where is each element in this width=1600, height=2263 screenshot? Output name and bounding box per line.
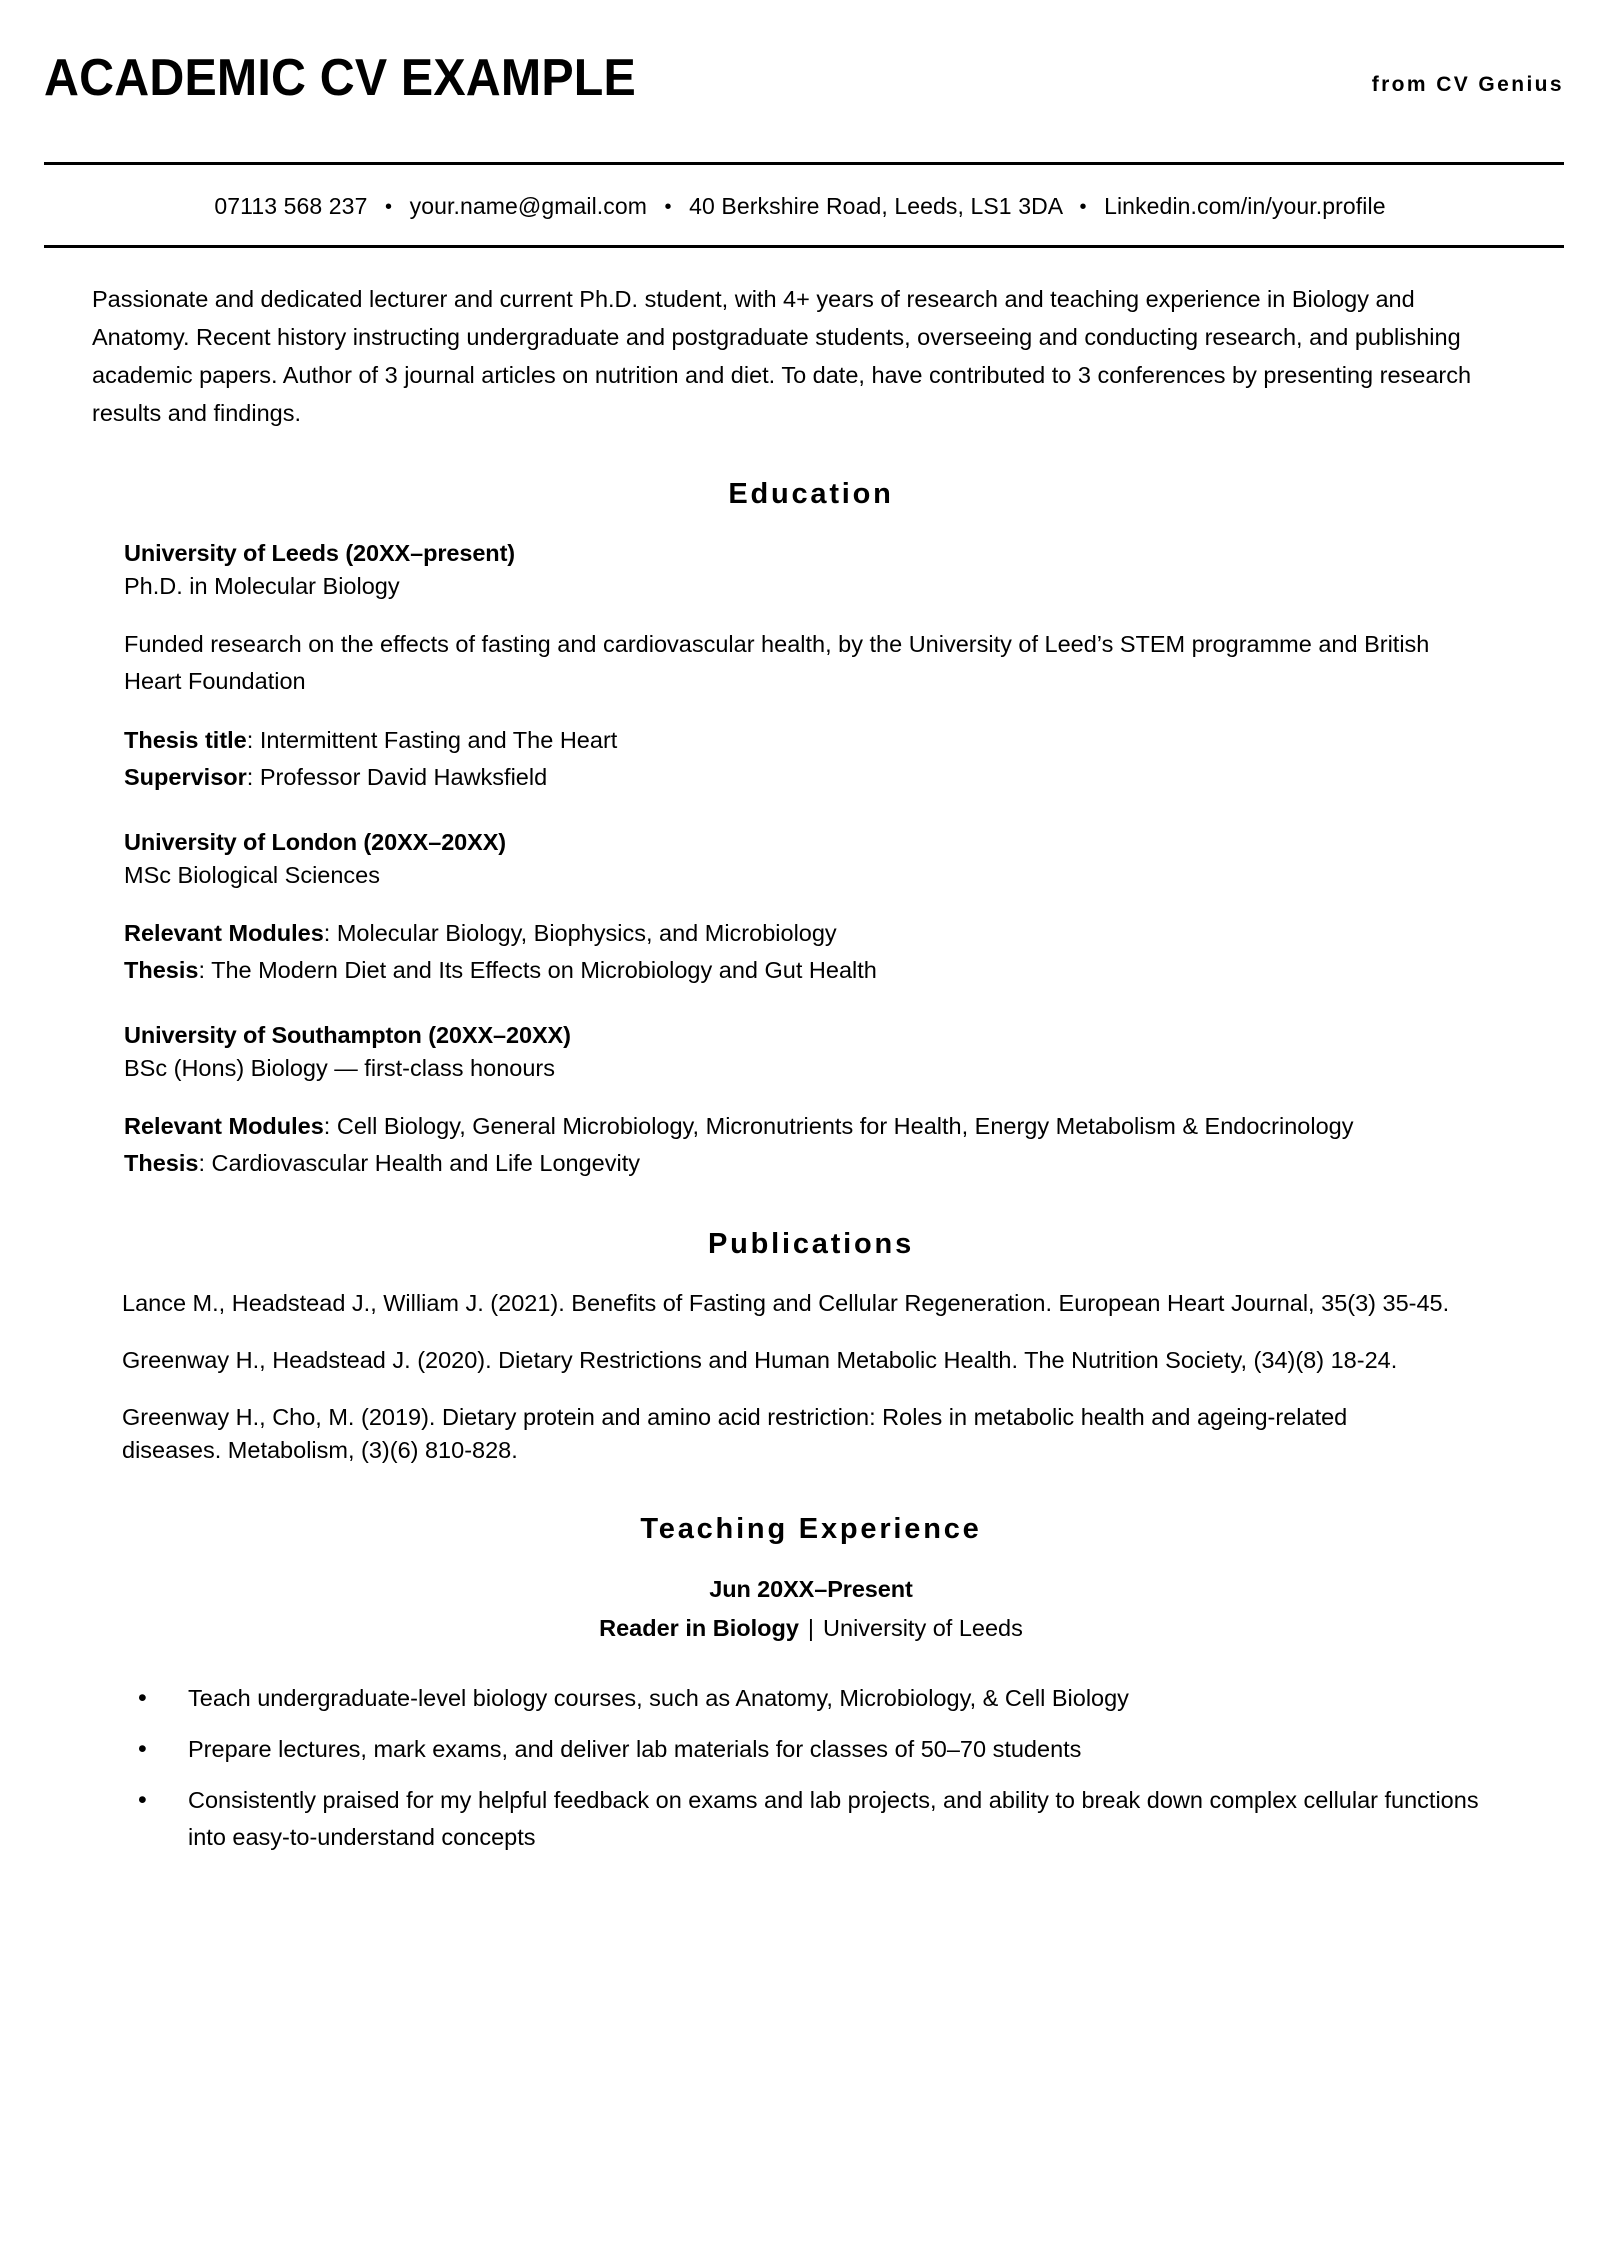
list-item: • Prepare lectures, mark exams, and deliver lab materials for classes of 50–70 students [122, 1731, 1522, 1768]
contact-phone: 07113 568 237 [214, 193, 368, 219]
job-role: Reader in Biology [599, 1614, 799, 1641]
education-degree: MSc Biological Sciences [124, 862, 380, 889]
publication-item: Greenway H., Cho, M. (2019). Dietary protein and amino acid restriction: Roles in metabolic health and ageing-related diseases. Metabolism, (3)(6) 810-828. [122, 1403, 1348, 1463]
supervisor-label: Supervisor [124, 763, 247, 790]
education-degree: BSc (Hons) Biology — first-class honours [124, 1055, 555, 1082]
section-heading-teaching-experience: Teaching Experience [640, 1512, 982, 1545]
job-employer: University of Leeds [823, 1614, 1023, 1641]
thesis-value: : Cardiovascular Health and Life Longevity [198, 1149, 640, 1176]
contact-separator-icon: • [664, 196, 672, 218]
education-thesis [124, 952, 1444, 989]
education-funding: Funded research on the effects of fasting and cardiovascular health, by the University of Leed’s STEM programme and British Heart Foundation [124, 630, 1430, 694]
contact-address: 40 Berkshire Road, Leeds, LS1 3DA [689, 193, 1062, 219]
thesis-value: : The Modern Diet and Its Effects on Microbiology and Gut Health [198, 956, 877, 983]
publication-item: Greenway H., Headstead J. (2020). Dietary Restrictions and Human Metabolic Health. The Nutrition Society, (34)(8) 18-24. [122, 1346, 1398, 1373]
education-entry-leeds [124, 537, 1530, 796]
page-title: ACADEMIC CV EXAMPLE [44, 49, 636, 107]
education-list [92, 537, 1530, 1182]
publication-item: Lance M., Headstead J., William J. (2021). Benefits of Fasting and Cellular Regeneration. European Heart Journal, 35(3) 35-45. [122, 1290, 1450, 1316]
professional-summary: Passionate and dedicated lecturer and current Ph.D. student, with 4+ years of research and teaching experience in Biology and Anatomy. Recent history instructing undergraduate and postgraduate students, overseeing and conducting research, and publishing academic papers. Author of 3 journal articles on nutrition and diet. To date, have contributed to 3 conferences by presenting research results and findings. [92, 285, 1472, 426]
list-item: • Consistently praised for my helpful feedback on exams and lab projects, and ability to break down complex cellular functions into easy-to-understand concepts [122, 1782, 1522, 1856]
cv-header [0, 0, 1600, 107]
modules-label: Relevant Modules [124, 1112, 324, 1139]
thesis-label: Thesis title [124, 726, 247, 753]
thesis-label: Thesis [124, 956, 199, 983]
education-entry-london [124, 826, 1530, 989]
section-heading-education: Education [728, 477, 894, 510]
education-entry-southampton [124, 1019, 1530, 1182]
spacer [124, 796, 1530, 826]
contact-separator-icon: • [1079, 196, 1087, 218]
education-thesis [124, 1145, 1444, 1182]
job-separator-icon: | [807, 1614, 815, 1641]
supervisor-value: : Professor David Hawksfield [246, 763, 548, 790]
list-item: • Teach undergraduate-level biology courses, such as Anatomy, Microbiology, & Cell Biology [122, 1680, 1522, 1717]
education-modules [124, 915, 1444, 952]
job-title-line [92, 1611, 1530, 1646]
contact-bar [0, 165, 1600, 245]
spacer [124, 989, 1530, 1019]
contact-email[interactable]: your.name@gmail.com [409, 193, 648, 219]
publications-list [92, 1287, 1530, 1467]
education-modules [124, 1108, 1444, 1145]
education-degree: Ph.D. in Molecular Biology [124, 573, 400, 600]
education-thesis-title [124, 722, 1444, 759]
job-responsibilities-list [92, 1680, 1530, 1857]
section-heading-publications: Publications [707, 1228, 914, 1260]
modules-value: : Molecular Biology, Biophysics, and Microbiology [323, 919, 837, 946]
education-institution: University of Leeds (20XX–present) [124, 539, 516, 566]
job-dates: Jun 20XX–Present [709, 1575, 913, 1602]
contact-linkedin[interactable]: Linkedin.com/in/your.profile [1104, 193, 1386, 219]
education-institution: University of London (20XX–20XX) [124, 829, 507, 856]
education-supervisor [124, 759, 1444, 796]
education-institution: University of Southampton (20XX–20XX) [124, 1022, 571, 1049]
contact-separator-icon: • [384, 196, 393, 218]
modules-value: : Cell Biology, General Microbiology, Micronutrients for Health, Energy Metabolism & Endocrinology [323, 1112, 1354, 1139]
thesis-label: Thesis [124, 1149, 199, 1176]
cv-body [0, 248, 1600, 1857]
teaching-job-entry [92, 1572, 1530, 1857]
thesis-value: : Intermittent Fasting and The Heart [246, 726, 618, 753]
brand-attribution: from CV Genius [1371, 73, 1564, 96]
modules-label: Relevant Modules [124, 919, 324, 946]
